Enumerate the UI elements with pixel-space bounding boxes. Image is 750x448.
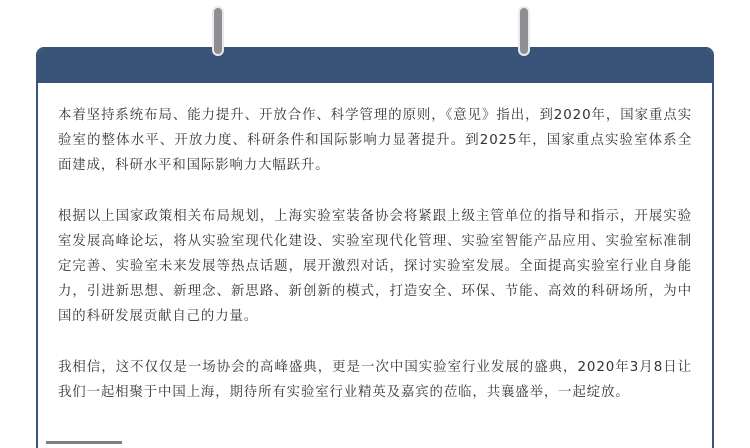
card-header-bar — [38, 49, 712, 83]
binder-clip-right — [518, 6, 530, 56]
article-card — [36, 47, 714, 448]
paragraph-3: 我相信，这不仅仅是一场协会的高峰盛典，更是一次中国实验室行业发展的盛典，2020年3月8日让我们一起相聚于中国上海，期待所有实验室行业精英及嘉宾的莅临，共襄盛举，一起绽放。 — [58, 360, 692, 400]
article-body — [38, 83, 712, 405]
paragraph-1: 本着坚持系统布局、能力提升、开放合作、科学管理的原则，《意见》指出，到2020年，国家重点实验室的整体水平、开放力度、科研条件和国际影响力显著提升。到2025年，国家重点实验室体系全面建成，科研水平和国际影响力大幅跃升。 — [58, 108, 692, 173]
paragraph-2: 根据以上国家政策相关布局规划，上海实验室装备协会将紧跟上级主管单位的指导和指示，开展实验室发展高峰论坛，将从实验室现代化建设、实验室现代化管理、实验室智能产品应用、实验室标准制定完善、实验室未来发展等热点话题，展开激烈对话，探讨实验室发展。全面提高实验室行业自身能力，引进新思想、新理念、新思路、新创新的模式，打造安全、环保、节能、高效的科研场所，为中国的科研发展贡献自己的力量。 — [58, 209, 692, 324]
binder-clip-left — [212, 6, 224, 56]
bottom-divider — [46, 441, 122, 444]
